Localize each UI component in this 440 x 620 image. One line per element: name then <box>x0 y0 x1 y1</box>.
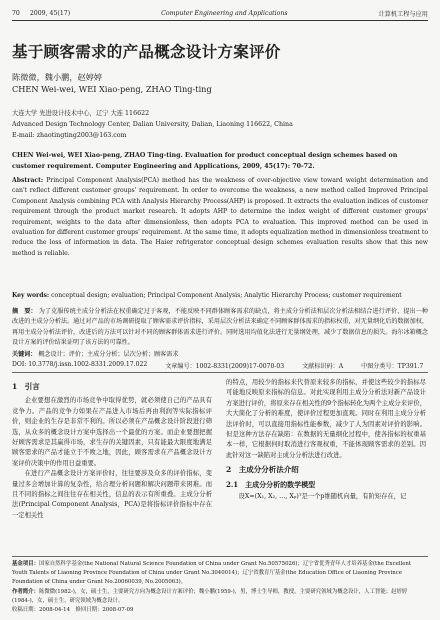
document-code: 文献标识码：A <box>302 363 344 370</box>
footnotes <box>12 556 428 615</box>
affiliation <box>12 108 293 141</box>
author-email: E-mail: zhaotingting2003@163.com <box>12 132 127 139</box>
page-number: 70 <box>12 9 20 17</box>
zh-abstract-text: 为了克服传统主成分分析法在权重确定过于客观，不能反映不同群体顾客需求的缺点，将主成分分析法和层次分析法相结合进行评价，提出一种改进的主成分分析法。通过对产品的市场调研提取了顾客需求评价指标，采用层次分析法来确定不同顾客群体需求的指标权重，对无量纲化后的数据加权，再用主成分分析法评价，改进后的方法可以针对不同的顾客群体需求进行评价。同时选用均值化法进行无量纲处理，减少了数据信息的损失。海尔冰箱概念设计方案的评价结果证明了该方法的可靠性。 <box>12 308 429 347</box>
affiliation-en: Advanced Design Technology Center, Dalian University, Dalian, Liaoning 116622, China <box>12 121 293 128</box>
abstract-label: Abstract: <box>12 177 44 184</box>
paper-title: 基于顾客需求的产品概念设计方案评价 <box>12 43 281 61</box>
received-date: 收稿日期：2008-04-14 修回日期：2008-07-09 <box>12 607 134 614</box>
keywords-text: conceptual design; evaluation; Principal Component Analysis; Analytic Hierarchy Process; customer requirement <box>51 292 402 299</box>
fund-text: 国家自然科学基金(the National Natural Science Foundation of China under Grant No.50575026)；辽宁省优秀青年人才培养基金(the Excellent Youth Talents of Liaoning Province Foundation of China under Grant No.3040014)；辽宁省教育厅基金(the Education Office of Liaoning Province Foundation of China under Grant No.20060039, No.2005063)。 <box>12 561 412 586</box>
journal-name-en: Computer Engineering and Applications <box>161 9 288 17</box>
zh-keywords-label: 关键词： <box>12 351 37 358</box>
keywords-en <box>12 291 428 301</box>
article-number: 文章编号：1002-8331(2009)17-0070-03 <box>165 363 285 370</box>
journal-name-zh: 计算机工程与应用 <box>378 10 428 18</box>
fund-note <box>12 560 428 588</box>
subsection-heading-model: 2.1 主成分分析的数学模型 <box>226 479 316 489</box>
paragraph: 在进行产品概念设计方案评价时，往往要涉及众多的评价指标，变量过多会增加计算的复杂性，给合理分析问题和解决问题带来困难。而且不同的指标之间往往存在相关性，信息的表示有所重叠。主成分分析法(Principal Component Analysis，PCA)是将指标评价指标中存在一定相关性 <box>12 470 212 519</box>
running-header <box>12 6 428 21</box>
fund-label: 基金项目： <box>12 561 39 567</box>
authors-zh: 陈微微，魏小鹏，赵婷婷 <box>12 72 103 82</box>
section-heading-intro: 1 引言 <box>12 382 40 391</box>
divider <box>12 372 428 373</box>
doi: DOI: 10.3778/j.issn.1002-8331.2009.17.022 <box>12 361 148 368</box>
zh-keywords-text: 概念设计；评价；主成分分析；层次分析；顾客需求 <box>38 351 179 358</box>
keywords-label: Key words: <box>12 292 50 299</box>
keywords-zh <box>12 349 428 358</box>
left-column <box>12 378 212 521</box>
right-column <box>226 378 426 502</box>
paragraph: 的特点，用较少的指标来代替原来较多的指标，并使这些较少的指标尽可能地反映原来指标的信息。对此实现利用主成分分析法对新产品设计方案进行评价，将原来存在相关性的9个指标转化为两个主成分来评价，大大简化了分析的难度，使评价过程更加直观。同时在利用主成分分析法评价时，可以直接用指标性能参数，减少了人为因素对评价的影响。但是这种方法存在缺陷：在数据的无量纲化过程中，使各指标的权重基本一样，它根据何时取消进行客观权重，不能体现顾客需求的差别。因此针对这一缺陷对主成分分析法进行改进。 <box>226 379 426 459</box>
abstract-text: Principal Component Analysis(PCA) method has the weakness of over-objective view toward weight determination and can't reflect different customer groups' requirement. In order to overcome the weakness, a new method called Improved Principal Component Analysis combining PCA with Analysis Hierarchy Process(AHP) is proposed. It extracts the evaluation indices of customer requirement through the product market research. It adopts AHP to determine the index weight of different customer groups' requirement, weights to the data after dimensionless, then adopts PCA to evaluation. This improved method can be used in evaluation for different customer groups' requirement. At the same time, it adopts equalization method in dimensionless treatment to reduce the loss of information in data. The Haier refrigerator conceptual design schemes evaluation results show that this new method is reliable. <box>12 177 429 257</box>
citation-line: CHEN Wei-wei, WEI Xiao-peng, ZHAO Ting-ting. Evaluation for product conceptual design schemes based on customer requirement. Computer Engineering and Applications, 2009, 45(17): 70-72. <box>12 152 398 170</box>
abstract-zh <box>12 307 428 349</box>
bio-text: 陈微微(1982-)，女，硕士生，主要研究方向为概念设计方案评价；魏小鹏(1959-)，男，博士生导师，教授，主要研究领域为概念设计，人工智能；赵婷婷(1984-)，女，硕士生，研究领域为概念设计。 <box>12 588 408 604</box>
bio-label: 作者简介： <box>12 588 39 595</box>
zh-abstract-label: 摘 要： <box>12 308 37 315</box>
affiliation-zh: 大连大学 先进设计技术中心，辽宁 大连 116622 <box>12 110 150 117</box>
article-meta <box>12 361 428 370</box>
section-heading-pca: 2 主成分分析法介绍 <box>226 465 299 475</box>
authors-en: CHEN Wei-wei, WEI Xiao-peng, ZHAO Ting-ting <box>12 84 212 94</box>
volume-info: 2009, 45(17) <box>29 9 71 17</box>
clc-number: 中图分类号：TP391.7 <box>361 363 424 370</box>
paragraph: 设X=(X₁, X₂, …, Xₚ)ᵀ是一个p维随机向量，有阶矩存在，记 <box>238 493 407 501</box>
author-bio <box>12 588 428 606</box>
abstract-en <box>12 176 428 259</box>
paragraph: 企业要想在激烈的市场竞争中取得优势，就必须使自己的产品具有竞争力。产品的竞争力如果在产品进入市场后再由利润等实际指标评价，则企业的生存是非常不利的。所以必须在产品概念设计阶段进行筛选，从众多的概念设计方案中选择出一个最优的方案。而企业要想把握好顾客需求是其赢得市场，求生存的关键因素，只有能最大限度地满足顾客需求的产品才能立于不败之地，因此，顾客需求在产品概念设计方案评价决策中的作用日益重要。 <box>12 397 212 467</box>
